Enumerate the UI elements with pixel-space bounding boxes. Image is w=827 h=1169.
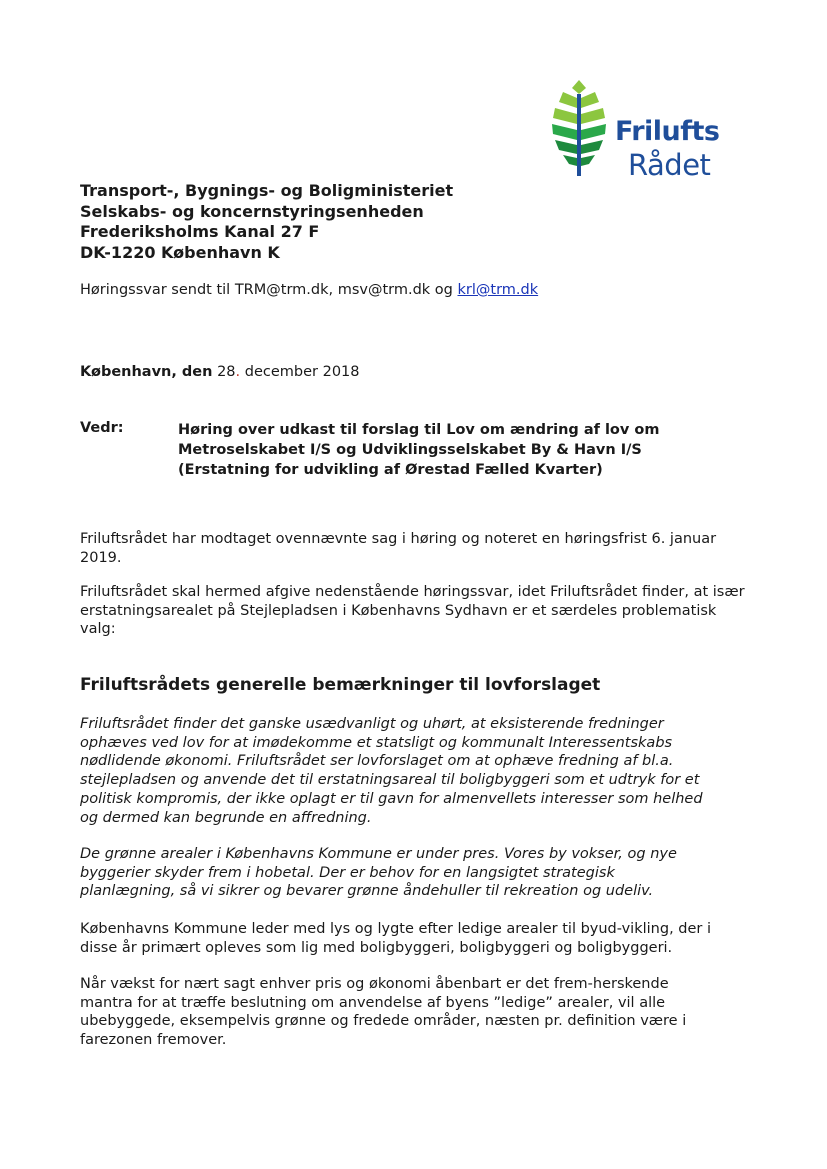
friluftsraadet-logo [549,78,749,188]
subject-line: (Erstatning for udvikling af Ørestad Fælled Kvarter) [178,462,603,478]
paragraph-line: planlægning, så vi sikrer og bevarer grønne åndehuller til rekreation og udeliv. [80,883,654,900]
paragraph-line: og dermed kan begrunde en affredning. [80,809,372,826]
sent-to-text: Høringssvar sendt til TRM@trm.dk, msv@trm.dk og [80,282,458,298]
paragraph-line: Københavns Kommune leder med lys og lygte efter ledige arealer til byud-vikling, der i [80,921,712,937]
date-rest: december 2018 [240,364,360,380]
date-dot: . [235,364,241,380]
paragraph-municipality [80,920,760,957]
paragraph-line: farezonen fremover. [80,1032,227,1049]
paragraph-line: 2019. [80,549,122,566]
email-link[interactable]: krl@trm.dk [457,282,539,298]
date-label: København, den [80,364,213,380]
logo-text-frilufts: Frilufts [615,116,720,147]
paragraph-line: Friluftsrådet har modtaget ovennævnte sag i høring og noteret en høringsfrist 6. januar [80,531,717,547]
paragraph-line: stejlepladsen og anvende det til erstatningsareal til boligbyggeri som et udtryk for et [80,772,700,789]
date-day: 28 [212,364,236,380]
paragraph-line: ubebyggede, eksempelvis grønne og fredede områder, næsten pr. definition være i [80,1013,687,1030]
address-line: DK-1220 København K [80,242,280,262]
paragraph-line: ophæves ved lov for at imødekomme et statsligt og kommunalt Interessentskabs [80,734,673,751]
paragraph-line: erstatningsarealet på Stejlepladsen i Københavns Sydhavn er et særdeles problematisk [80,602,717,619]
address-line: Frederiksholms Kanal 27 F [80,222,320,241]
section-heading: Friluftsrådets generelle bemærkninger til lovforslaget [80,675,601,695]
subject-text [178,420,738,480]
paragraph-line: politisk kompromis, der ikke oplagt er til gavn for almenvellets interesser som helhed [80,790,703,807]
leaf-tree-icon [549,78,611,178]
paragraph-response-intro [80,583,760,639]
address-line: Transport-, Bygnings- og Boligministeriet [80,181,454,200]
subject-line: Metroselskabet I/S og Udviklingsselskabet By & Havn I/S [178,442,642,458]
paragraph-line: valg: [80,621,116,638]
paragraph-line: byggerier skyder frem i hobetal. Der er behov for en langsigtet strategisk [80,864,615,881]
paragraph-line: disse år primært opleves som lig med boligbyggeri, boligbyggeri og boligbyggeri. [80,939,673,956]
paragraph-line: Når vækst for nært sagt enhver pris og økonomi åbenbart er det frem-herskende [80,976,669,992]
logo-text-raadet: Rådet [628,148,711,182]
subject-line: Høring over udkast til forslag til Lov om ændring af lov om [178,422,660,438]
paragraph-growth [80,975,760,1050]
paragraph-line: Friluftsrådet finder det ganske usædvanligt og uhørt, at eksisterende fredninger [80,716,664,732]
paragraph-line: mantra for at træffe beslutning om anvendelse af byens ”ledige” arealer, vil alle [80,994,666,1011]
recipient-address [80,181,453,263]
paragraph-general-remarks [80,715,760,827]
paragraph-green-areas [80,845,760,901]
subject-label: Vedr: [80,420,124,436]
date-line [80,364,360,380]
address-line: Selskabs- og koncernstyringsenheden [80,201,424,221]
paragraph-hearing-received [80,530,760,567]
paragraph-line: Friluftsrådet skal hermed afgive nedenstående høringssvar, idet Friluftsrådet finder, at især [80,584,745,600]
paragraph-line: De grønne arealer i Københavns Kommune er under pres. Vores by vokser, og nye [80,846,677,862]
paragraph-line: nødlidende økonomi. Friluftsrådet ser lovforslaget om at ophæve fredning af bl.a. [80,753,674,770]
sent-to-line [80,282,538,298]
